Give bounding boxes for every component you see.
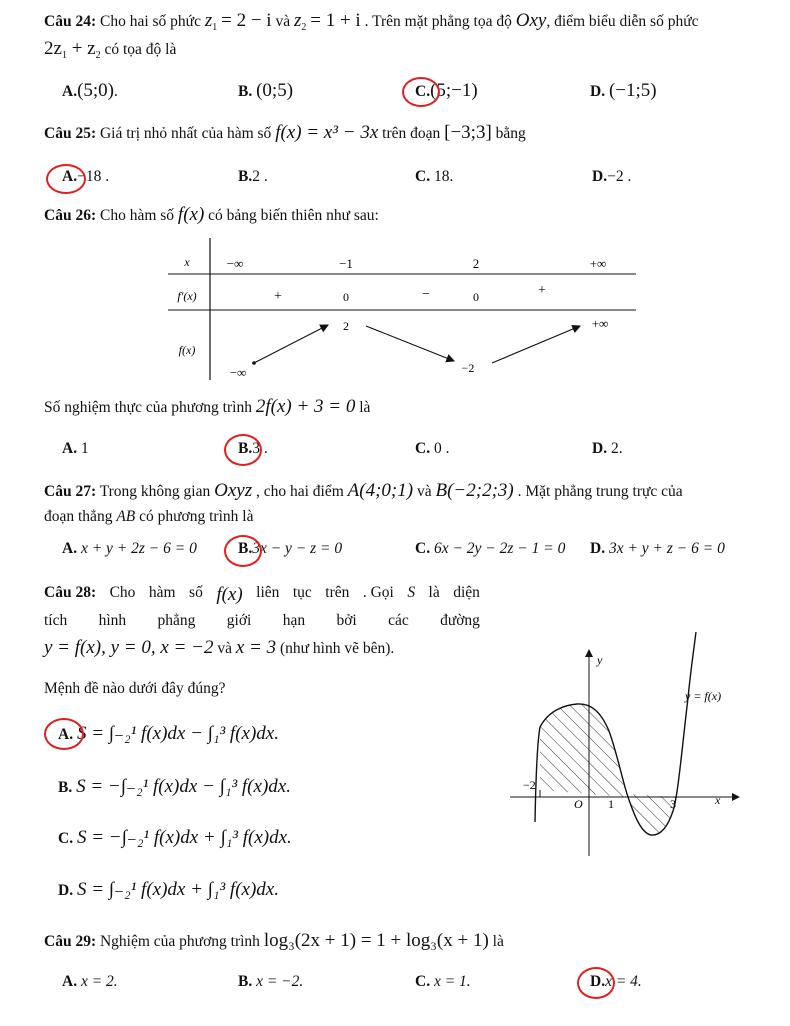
q24-z1-sub: 1 bbox=[212, 22, 218, 34]
q25-option-c-value: 18. bbox=[433, 168, 454, 185]
q28-s: S bbox=[407, 584, 416, 601]
q26-option-b-value: 3 . bbox=[252, 440, 268, 457]
variation-table bbox=[160, 238, 640, 388]
q28-option-d-value: S = ∫₋₂¹ f(x)dx + ∫₁³ f(x)dx. bbox=[76, 879, 279, 900]
q25-option-b-letter: B. bbox=[238, 168, 253, 185]
q24-label: Câu 24: bbox=[44, 13, 97, 30]
q27-option-c[interactable] bbox=[415, 540, 565, 558]
q27-point-a: A(4;0;1) bbox=[347, 480, 414, 501]
q26-subquestion bbox=[44, 396, 370, 418]
q28-word: hàm bbox=[148, 584, 176, 601]
q25-option-a-letter: A. bbox=[62, 168, 78, 185]
q28-word: phẳng bbox=[157, 612, 196, 629]
q27-option-d-letter: D. bbox=[590, 540, 606, 557]
q28-option-b[interactable] bbox=[58, 775, 291, 798]
q28-option-a-value: S = ∫₋₂¹ f(x)dx − ∫₁³ f(x)dx. bbox=[76, 723, 279, 744]
q26-option-c-letter: C. bbox=[415, 440, 431, 457]
q26-option-d-value: 2. bbox=[610, 440, 623, 457]
q25-line1 bbox=[44, 122, 526, 144]
q26-option-a[interactable] bbox=[62, 440, 89, 458]
answer-circle-q24 bbox=[402, 77, 440, 107]
vt-x-val: −∞ bbox=[226, 256, 244, 271]
graph-curve-label: y = f(x) bbox=[685, 689, 722, 703]
q26-text: Cho hàm số bbox=[99, 207, 175, 224]
q29-text: Nghiệm của phương trình bbox=[99, 933, 260, 950]
q26-option-a-letter: A. bbox=[62, 440, 78, 457]
graph-origin-label: O bbox=[574, 797, 583, 811]
q25-option-a-value: −18 . bbox=[77, 168, 110, 185]
graph-tick-neg2: −2 bbox=[523, 778, 536, 792]
q27-option-b-value: 3x − y − z = 0 bbox=[252, 540, 343, 557]
answer-circle-q28 bbox=[44, 718, 84, 750]
q26-option-c[interactable] bbox=[415, 440, 449, 458]
vt-fp-val: − bbox=[422, 287, 430, 302]
q24-z2-sub: 2 bbox=[301, 22, 307, 34]
vt-f-val: −∞ bbox=[229, 365, 247, 380]
q28-line3-math: y = f(x), y = 0, x = −2 bbox=[44, 637, 214, 658]
vt-arrow-up-1 bbox=[254, 325, 328, 363]
vt-x-val: +∞ bbox=[589, 256, 607, 271]
q29-equation: log₃(2x + 1) = 1 + log₃(x + 1) bbox=[263, 930, 489, 951]
q28-line3-end: (như hình vẽ bên). bbox=[279, 640, 395, 657]
q28-line1 bbox=[44, 584, 480, 606]
q26-sub-text: Số nghiệm thực của phương trình bbox=[44, 399, 252, 416]
vt-x-val: 2 bbox=[472, 256, 480, 271]
q24-expr-sub1: 1 bbox=[61, 50, 67, 62]
graph-x-label: x bbox=[715, 793, 721, 807]
q24-option-c-value: (5;−1) bbox=[430, 80, 478, 101]
graph-tick-1: 1 bbox=[608, 797, 614, 811]
answer-circle-q25 bbox=[46, 164, 86, 194]
q27-option-a-value: x + y + 2z − 6 = 0 bbox=[80, 540, 197, 557]
q29-option-b-letter: B. bbox=[238, 973, 253, 990]
q24-option-c-letter: C. bbox=[415, 83, 431, 100]
q24-option-a-tail: . bbox=[114, 83, 118, 100]
q28-word: hình bbox=[98, 612, 127, 629]
q29-option-c-value: x = 1. bbox=[433, 973, 471, 990]
q24-text4: có tọa độ là bbox=[104, 41, 177, 58]
q25-option-c[interactable] bbox=[415, 168, 453, 186]
q28-word: trên bbox=[325, 584, 350, 601]
q24-line1 bbox=[44, 10, 699, 33]
q24-expr: 2z bbox=[44, 38, 62, 59]
q24-option-d-letter: D. bbox=[590, 83, 606, 100]
q26-sub-text2: là bbox=[359, 399, 371, 416]
q28-question-text: Mệnh đề nào dưới đây đúng? bbox=[44, 680, 226, 697]
q26-func: f(x) bbox=[177, 204, 205, 225]
q28-question bbox=[44, 680, 225, 698]
q24-option-d[interactable] bbox=[590, 80, 657, 102]
q28-word: hạn bbox=[282, 612, 306, 629]
q25-option-c-letter: C. bbox=[415, 168, 431, 185]
q29-option-c[interactable] bbox=[415, 973, 471, 991]
q28-word: diện bbox=[453, 584, 480, 601]
q28-option-b-value: S = −∫₋₂¹ f(x)dx − ∫₁³ f(x)dx. bbox=[76, 776, 291, 797]
q29-option-a[interactable] bbox=[62, 973, 118, 991]
q26-line1 bbox=[44, 204, 379, 226]
q29-option-b-value: x = −2. bbox=[256, 973, 304, 990]
q24-line2 bbox=[44, 38, 176, 61]
q29-option-a-value: x = 2. bbox=[80, 973, 118, 990]
q24-z1: z bbox=[204, 10, 213, 31]
q25-option-d-value: −2 . bbox=[607, 168, 632, 185]
q24-option-a-value: (5;0) bbox=[77, 80, 115, 101]
vt-arrow-up-2 bbox=[492, 326, 580, 363]
q28-word: liên bbox=[256, 584, 280, 601]
q24-z1-rhs: = 2 − i bbox=[221, 10, 272, 31]
q27-option-a-letter: A. bbox=[62, 540, 78, 557]
q28-option-c-letter: C. bbox=[58, 830, 74, 847]
q25-text3: bằng bbox=[495, 125, 526, 142]
q28-func: f(x) bbox=[216, 584, 243, 605]
q27-option-c-value: 6x − 2y − 2z − 1 = 0 bbox=[433, 540, 566, 557]
q28-line3-and: và bbox=[217, 640, 232, 657]
q28-option-d[interactable] bbox=[58, 878, 279, 901]
q28-line3-math2: x = 3 bbox=[235, 637, 277, 658]
q29-label: Câu 29: bbox=[44, 933, 97, 950]
q25-interval: [−3;3] bbox=[444, 122, 492, 143]
q26-option-c-value: 0 . bbox=[433, 440, 450, 457]
q27-option-b-letter: B. bbox=[238, 540, 253, 557]
answer-circle-q29 bbox=[577, 967, 615, 999]
q27-segment: AB bbox=[116, 508, 136, 525]
q25-option-d-letter: D. bbox=[592, 168, 608, 185]
q28-label: Câu 28: bbox=[44, 584, 97, 601]
vt-fp-val: + bbox=[274, 289, 282, 304]
q24-option-b[interactable] bbox=[238, 80, 293, 102]
q29-option-c-letter: C. bbox=[415, 973, 431, 990]
q24-z2-rhs: = 1 + i bbox=[310, 10, 361, 31]
vt-fp-val: 0 bbox=[473, 290, 479, 304]
q24-text2: . Trên mặt phẳng tọa độ bbox=[364, 13, 512, 30]
q29-line1 bbox=[44, 930, 504, 952]
q29-text2: là bbox=[492, 933, 504, 950]
q29-option-d-letter: D. bbox=[590, 973, 606, 990]
q24-option-b-value: (0;5) bbox=[256, 80, 294, 101]
q27-and: và bbox=[416, 483, 432, 500]
q27-label: Câu 27: bbox=[44, 483, 97, 500]
q24-text3: , điểm biểu diễn số phức bbox=[546, 13, 699, 30]
q27-option-d-value: 3x + y + z − 6 = 0 bbox=[608, 540, 725, 557]
q27-line2 bbox=[44, 508, 253, 526]
q29-option-a-letter: A. bbox=[62, 973, 78, 990]
q25-option-d[interactable] bbox=[592, 168, 631, 186]
q28-line2 bbox=[44, 612, 480, 630]
q28-option-c-value: S = −∫₋₂¹ f(x)dx + ∫₁³ f(x)dx. bbox=[76, 827, 292, 848]
q24-plane: Oxy bbox=[515, 10, 547, 31]
q28-option-a-letter: A. bbox=[58, 726, 74, 743]
q26-equation: 2f(x) + 3 = 0 bbox=[255, 396, 356, 417]
vt-row-x: x bbox=[184, 255, 190, 269]
q25-option-b-value: 2 . bbox=[252, 168, 268, 185]
vt-row-fp: f′(x) bbox=[177, 289, 197, 303]
q28-option-a[interactable] bbox=[58, 722, 279, 745]
q27-option-a[interactable] bbox=[62, 540, 197, 558]
q24-expr-plus: + z bbox=[66, 38, 96, 59]
q24-option-b-letter: B. bbox=[238, 83, 253, 100]
q26-text2: có bảng biến thiên như sau: bbox=[208, 207, 379, 224]
q28-word: là bbox=[428, 584, 440, 601]
q24-option-a[interactable] bbox=[62, 80, 118, 102]
q27-text3: . Mặt phẳng trung trực của bbox=[517, 483, 683, 500]
q27-point-b: B(−2;2;3) bbox=[435, 480, 514, 501]
q25-func: f(x) = x³ − 3x bbox=[275, 122, 379, 143]
q27-line2-end: có phương trình là bbox=[139, 508, 254, 525]
q27-option-c-letter: C. bbox=[415, 540, 431, 557]
q24-option-a-letter: A. bbox=[62, 83, 78, 100]
q24-option-d-value: (−1;5) bbox=[608, 80, 657, 101]
q28-word: bởi bbox=[336, 612, 357, 629]
q28-word: giới bbox=[226, 612, 252, 629]
q24-text: Cho hai số phức bbox=[99, 13, 201, 30]
vt-f-val: 2 bbox=[343, 319, 349, 333]
q28-word: đường bbox=[440, 612, 480, 629]
vt-row-f: f(x) bbox=[178, 343, 196, 357]
q25-label: Câu 25: bbox=[44, 125, 97, 142]
q24-and: và bbox=[275, 13, 291, 30]
answer-circle-q27 bbox=[224, 535, 262, 567]
q28-word: . Gọi bbox=[362, 584, 394, 601]
q28-option-b-letter: B. bbox=[58, 779, 73, 796]
q27-text: Trong không gian bbox=[99, 483, 211, 500]
q26-label: Câu 26: bbox=[44, 207, 97, 224]
q27-option-d[interactable] bbox=[590, 540, 725, 558]
q26-option-b-letter: B. bbox=[238, 440, 253, 457]
vt-f-val: −2 bbox=[461, 361, 475, 375]
q29-option-b[interactable] bbox=[238, 973, 303, 991]
vt-fp-val: + bbox=[538, 283, 546, 298]
q25-option-b[interactable] bbox=[238, 168, 268, 186]
q29-option-d-value: x = 4. bbox=[605, 973, 642, 990]
vt-fp-val: 0 bbox=[343, 290, 349, 304]
q27-text2: , cho hai điểm bbox=[255, 483, 344, 500]
q25-text: Giá trị nhỏ nhất của hàm số bbox=[99, 125, 272, 142]
shaded-region-left bbox=[540, 704, 627, 797]
q26-option-a-value: 1 bbox=[80, 440, 89, 457]
vt-f-val: +∞ bbox=[591, 316, 609, 331]
q25-text2: trên đoạn bbox=[382, 125, 441, 142]
q28-option-d-letter: D. bbox=[58, 882, 74, 899]
q24-expr-sub2: 2 bbox=[95, 50, 101, 62]
area-graph bbox=[505, 628, 760, 862]
q28-word: các bbox=[388, 612, 409, 629]
answer-circle-q26 bbox=[224, 434, 262, 466]
q27-line1 bbox=[44, 480, 683, 502]
q24-z2: z bbox=[293, 10, 302, 31]
vt-arrow-down bbox=[366, 326, 454, 361]
q28-line3 bbox=[44, 637, 394, 659]
vt-x-val: −1 bbox=[339, 256, 353, 271]
q28-word: tục bbox=[292, 584, 312, 601]
q26-option-d-letter: D. bbox=[592, 440, 608, 457]
q28-word: Cho bbox=[109, 584, 136, 601]
q28-word: số bbox=[189, 584, 203, 601]
q27-space: Oxyz bbox=[214, 480, 253, 501]
graph-tick-3: 3 bbox=[670, 797, 676, 811]
q28-option-c[interactable] bbox=[58, 826, 292, 849]
graph-y-label: y bbox=[597, 653, 603, 667]
q28-word: tích bbox=[44, 612, 68, 629]
q27-line2-text: đoạn thẳng bbox=[44, 508, 113, 525]
q26-option-d[interactable] bbox=[592, 440, 623, 458]
